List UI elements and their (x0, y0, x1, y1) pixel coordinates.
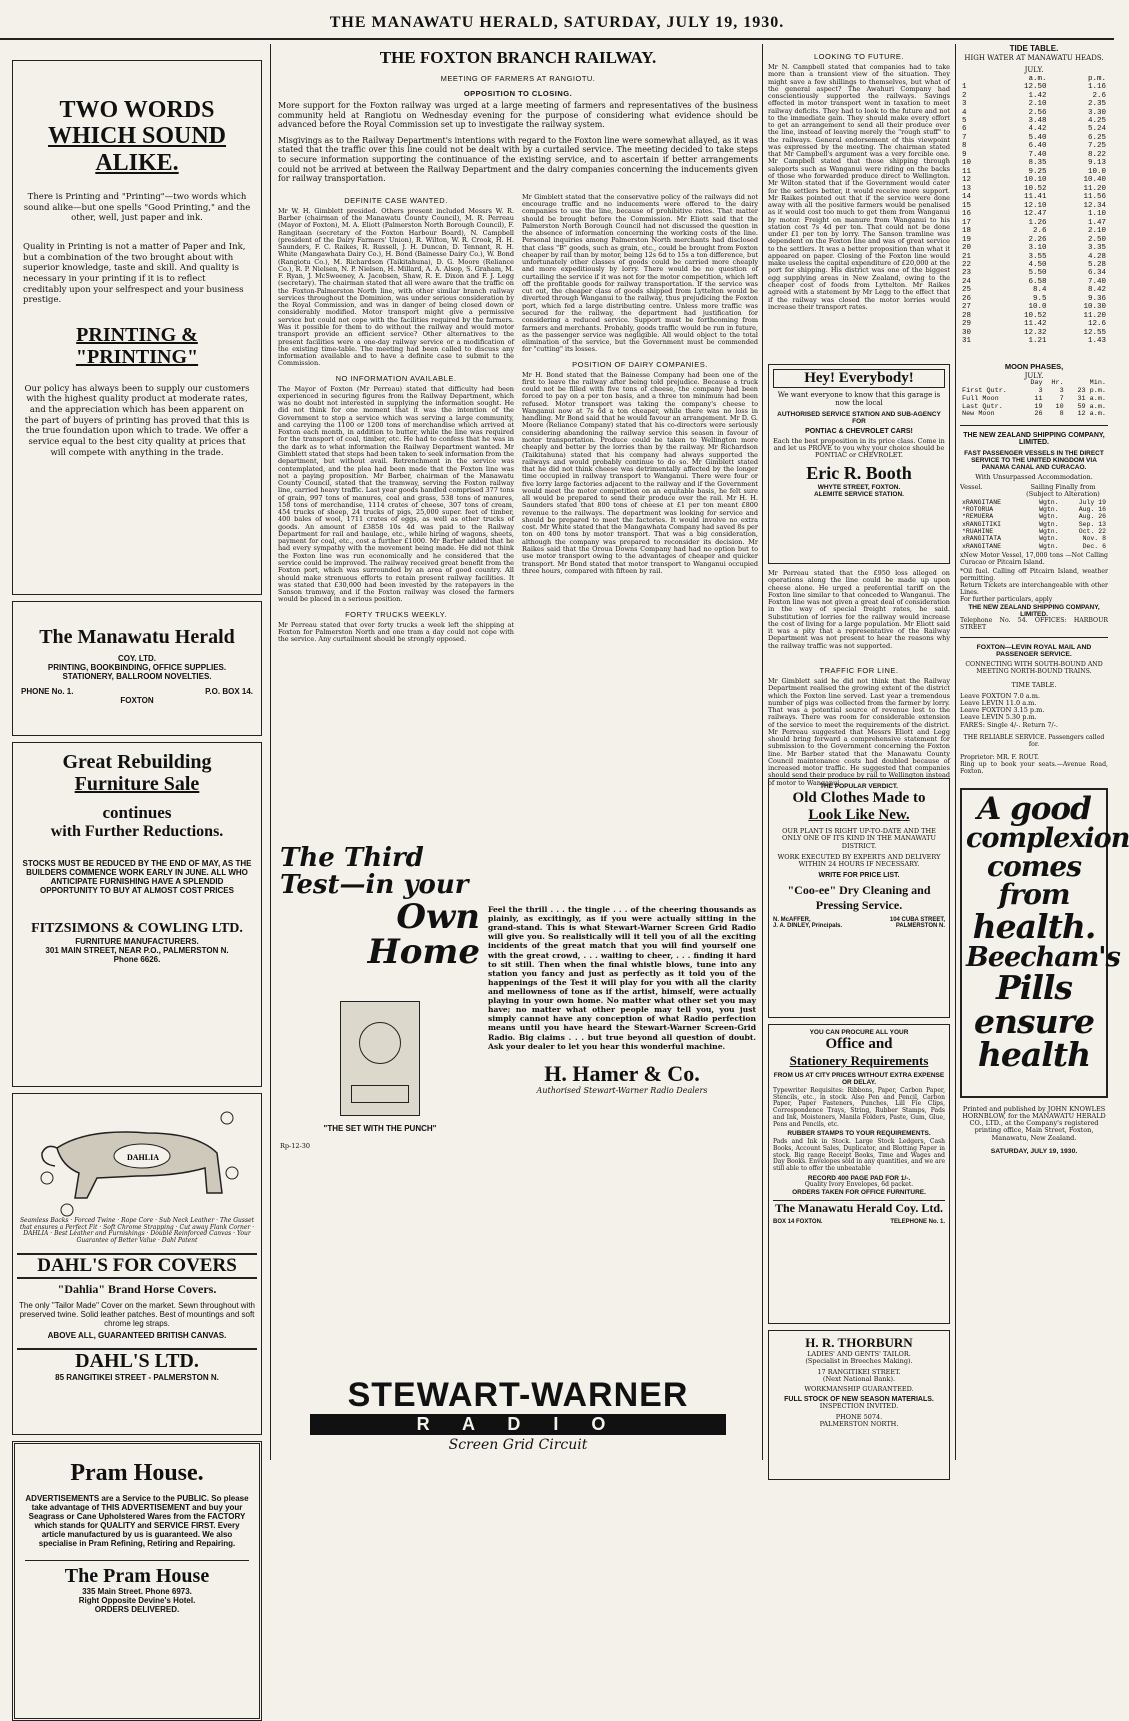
article-body2: Mr Perreau stated that the £950 loss alleged on operations along the line could be made up upon cheese alone. He urged a preferential tariff on the Foxton line similar to that conceded to Wanganui. The Foxton line was not given a great deal of consideration in the way of special freight rates, he said. Substitution of lorries for the railway would increase the cost of living for a large population. Mr Eliott said it was a pity that a representative of the Railway Department was not present to hear the reasons why the railway traffic was not supported. (768, 569, 950, 650)
tide-row: 13 10.52 11.20 (962, 184, 1106, 193)
beecham-line: ensure (974, 1001, 1094, 1041)
moon-row: Last Qutr. 19 10 59 a.m. (962, 402, 1106, 411)
article-intro2: Misgivings as to the Railway Department's intentions with regard to the Foxton line were somewhat allayed, as it was stated that the traffic over this line could not be dealt with by a curtailed service. The meeting decided to take steps to secure information supporting the continuance of the existing service, and to ascertain if better arrangements could not be arrived at between the Railway Department and the dairy companies concerning the inducements given for railway transportation. (278, 135, 758, 184)
dahl-sub: "Dahlia" Brand Horse Covers. (57, 1281, 217, 1296)
herald-ad (12, 601, 262, 736)
clothes-top: THE POPULAR VERDICT. (819, 783, 898, 790)
thorburn-l9: PALMERSTON NORTH. (819, 1419, 899, 1428)
tide-row: 21 3.55 4.28 (962, 252, 1106, 261)
clothes-a1: 104 CUBA STREET, (889, 917, 945, 924)
article-h-left1: DEFINITE CASE WANTED. (344, 195, 448, 205)
herald-title: The Manawatu Herald (39, 626, 235, 648)
vessel-note5: THE NEW ZEALAND SHIPPING COMPANY, LIMITED. (968, 603, 1100, 618)
dahl-address: 85 RANGITIKEI STREET - PALMERSTON N. (55, 1372, 219, 1382)
tide-month: JULY. (1024, 65, 1044, 74)
furniture-body: STOCKS MUST BE REDUCED BY THE END OF MAY, AS THE BUILDERS COMMENCE WORK EARLY IN JUNE. ALL WHO ANTICIPATE FURNISHING HAVE A SPLENDID OPPORTUNITY TO BUY AT ALMOST COST PRICES (22, 859, 252, 895)
tide-table: a.m. p.m. 1 12.50 1.16 2 1.42 2.6 3 2.10 2.35 4 2.56 3.30 5 3.48 4.25 6 4.42 5.24 7 5.40 6.25 8 6.40 7.25 9 7.40 8.22 10 8.35 9.13 11 9.25 10.0 12 10.10 10.40 13 10.52 11.20 14 11.41 11.56 15 12.10 12.34 16 12.47 1.10 17 1.26 1.47 18 2.6 2.10 19 2.26 2.50 20 3.10 3.35 21 3.55 4.28 22 4.50 5.28 23 5.50 6.34 24 6.58 7.40 25 8.4 8.42 26 9.5 9.36 27 10.0 10.30 28 10.52 11.20 29 11.42 12.6 30 12.32 12.55 31 1.21 1.43 (962, 74, 1106, 346)
mail-ring: Ring up to book your seats.—Avenue Road, Foxton. (960, 760, 1108, 775)
vessel-hdr-1: Vessel. (960, 483, 983, 492)
beecham-line: Pills (995, 968, 1072, 1008)
pram-orders: ORDERS DELIVERED. (94, 1605, 180, 1615)
thorburn-ad (768, 1330, 950, 1480)
beecham-line: A good (977, 790, 1091, 827)
furniture-title4: with Further Reductions. (50, 823, 224, 840)
tide-row: 2 1.42 2.6 (962, 91, 1106, 100)
future-body: Mr N. Campbell stated that companies had to take more than a transient view of the situation. They might save a few shillings to themselves, but what of the general aspect? The Awahuri Company had conscientiously supported the railways. Savings effected in motor transport went in taxation to meet railway deficits. They had to look to the future and not to the immediate gain. They should make every effort to get an arrangement to send all their produce over the line, instead of leaving merely the "rough stuff" to the railways. General endorsement of this viewpoint was expressed by the meeting. The chairman stated that Mr Campbell's argument was a very forcible one. Mr Campbell stated that those shipping through saleports such as Wanganui were riding on the backs of those who forwarded produce direct to Wellington. Mr Wilton stated that if the Government would cater for the settlers better, it would receive more support. Mr Raikes pointed out that if the service were done away with all the positive farmers would be penalised as it would cost too much to get them from Wanganui by motor. Freight on manure from Wanganui to his station cost 7s 4d per ton. That could not be done under £1 per ton by lorry. The Sanson tramline was dependent on the Foxton line and was of great service to the settlers. It was a better proposition than what it appeared on paper. Closing of the Foxton line would make useless the capital expenditure of £20,000 at the port for shipping. His district was one of the biggest egg supplying areas in New Zealand, owing to the cheaper cost of foods from Lyttelton. Mr Raikes agreed with a statement by Mr Legg to the effect that if the railway was closed the motor lorries would increase their transport rates. (768, 63, 950, 311)
vessel-row: *REMUERA Wgtn. Aug. 26 (962, 513, 1106, 521)
mail-reliable: THE RELIABLE SERVICE. Passengers called for. (963, 733, 1105, 748)
stewart-brand: STEWART-WARNER (347, 1376, 689, 1414)
tide-row: 6 4.42 5.24 (962, 125, 1106, 134)
two-words-p3: Our policy has always been to supply our customers with the highest quality product at moderate rates, and the appreciation which has been apparent on the part of buyers of printing has proved that this is the true foundation upon which to trade. We offer a service equal to the best city quality at prices that will compete with anything in the trade. (24, 383, 250, 458)
tide-row: 1 12.50 1.16 (962, 83, 1106, 92)
tide-row: 16 12.47 1.10 (962, 210, 1106, 219)
office-ad (768, 1024, 950, 1324)
pram-address2: Right Opposite Devine's Hotel. (78, 1596, 196, 1606)
clothes-n2: J. A. DINLEY, Principals. (773, 923, 843, 930)
pram-title: Pram House. (70, 1460, 204, 1486)
clothes-a2: PALMERSTON N. (895, 923, 945, 930)
radio-cabinet-illustration (340, 1001, 420, 1116)
tide-row: 5 3.48 4.25 (962, 117, 1106, 125)
moon-table: Day Hr. Min. First Qutr. 3 3 23 p.m. Full Moon 11 7 31 a.m. Last Qutr. 19 10 59 a.m. New Moon 26 8 12 a.m. (962, 379, 1106, 419)
dahl-title: DAHL'S FOR COVERS (17, 1253, 257, 1279)
beecham-line: health. (972, 906, 1096, 946)
article-sub2: OPPOSITION TO CLOSING. (463, 89, 573, 98)
moon-title: MOON PHASES, (1004, 361, 1064, 371)
stewart-right (488, 905, 756, 1445)
clothes-n1: N. McAFFER, (773, 917, 811, 924)
stewart-code: Rp-12-30 (280, 1141, 310, 1150)
thorburn-l5: WORKMANSHIP GUARANTEED. (804, 1385, 914, 1394)
moon-row: New Moon 26 8 12 a.m. (962, 410, 1106, 419)
dahl-labels: Seamless Backs · Forced Twine · Rope Core · Sub Neck Leather · The Gusset that ensures a Perfect Fit · Soft Chrome Strapping · Cut away Flank Corner · DAHLIA · Best Leather and Furnishings · Double Reinforced Canvas · Your Guarantee of Better Value · Dahl Patent (19, 1217, 255, 1245)
tide-row: 25 8.4 8.42 (962, 286, 1106, 295)
tide-row: 20 3.10 3.35 (962, 244, 1106, 253)
dahl-body2: ABOVE ALL, GUARANTEED BRITISH CANVAS. (47, 1330, 227, 1340)
vessel-row: xRANGITIKI Wgtn. Sep. 13 (962, 520, 1106, 528)
tide-row: 24 6.58 7.40 (962, 277, 1106, 286)
booth-l4: Each the best proposition in its price class. Come in and let us PROVE to you why your choice should be PONTIAC or CHEVROLET. (773, 436, 945, 460)
column-4 (960, 44, 1129, 1460)
stewart-body: Feel the thrill . . . the tingle . . . of the cheering thousands as plainly, as excitingly, as if you were actually sitting in the grand-stand. This is what Stewart-Warner Screen Grid Radio will give you. So realistically will it tell you of all the exciting incidents of the great match that you will find yourself one with the great crowd, . . . waiting to cheer, . . . finding it hard to sit still. Then when the final whistle blows, tune into any station you fancy and just as perfectly as it told you of the happenings of the Test it will play for you with all the clarity and mellowness of tone as if the artist, himself, were actually playing in your own home. No matter what other set you may have; no matter what other people may tell you, you just simply cannot have any conception of what Radio perfection means until you have heard the Stewart-Warner Screen-Grid Radio. Big claims . . . but true beyond all question of doubt. Ask your dealer to let you hear this wonderful machine. (488, 905, 756, 1051)
moon-row: Full Moon 11 7 31 a.m. (962, 394, 1106, 403)
tide-row: 26 9.5 9.36 (962, 294, 1106, 303)
clothes-ad (768, 778, 950, 1018)
masthead: THE MANAWATU HERALD, SATURDAY, JULY 19, 1930. (329, 14, 785, 31)
thorburn-l8: PHONE 5074. (835, 1412, 883, 1421)
two-words-p1: There is Printing and "Printing"—two words which sound alike—but one spells "Good Printing," and the other, well, just paper and ink. (23, 192, 251, 224)
vessel-note3: Return Tickets are interchangeable with other Lines. (960, 581, 1108, 596)
vessel-row: xRANGITANE Wgtn. Dec. 6 (962, 542, 1106, 550)
furniture-address: 301 MAIN STREET, NEAR P.O., PALMERSTON N. (45, 946, 229, 955)
column-1 (12, 60, 262, 1615)
pram-body: ADVERTISEMENTS are a Service to the PUBLIC. So please take advantage of THIS ADVERTISEMENT and buy your Seagrass or Cane Upholstered Wares from the FACTORY which stands for QUALITY and SERVICE FIRST. Every article manufactured by us is guaranteed. We also specialise in Pram Refining, Retiring and Repairing. (25, 1494, 249, 1549)
vessel-note2: *Oil fuel. Calling off Pitcairn Island, weather permitting. (960, 567, 1108, 582)
beechams-ad (960, 788, 1129, 1098)
tide-row: 8 6.40 7.25 (962, 142, 1106, 151)
pram-address: 335 Main Street. Phone 6973. (82, 1587, 192, 1597)
column-rule (270, 44, 271, 1460)
thorburn-l2: (Specialist in Breeches Making). (805, 1357, 913, 1366)
tide-row: 30 12.32 12.55 (962, 328, 1106, 337)
pram-ad (12, 1441, 262, 1721)
footer-date: SATURDAY, JULY 19, 1930. (990, 1147, 1078, 1155)
office-l6: Quality Ivory Envelopes, 6d packet. (804, 1180, 914, 1188)
booth-ad (768, 364, 950, 564)
booth-a1: WHYTE STREET, FOXTON. (817, 484, 901, 492)
thorburn-l3: 17 RANGITIKEI STREET. (817, 1367, 901, 1376)
tide-row: 10 8.35 9.13 (962, 159, 1106, 168)
mail-proprietor: Proprietor: MR. F. ROUT. (960, 753, 1039, 761)
furniture-firm2: FURNITURE MANUFACTURERS. (75, 937, 199, 946)
stewart-brand2: R A D I O (310, 1414, 726, 1435)
dahlia-label: DAHLIA (127, 1153, 160, 1162)
office-l7: ORDERS TAKEN FOR OFFICE FURNITURE. (792, 1188, 926, 1196)
vessel-note4: For further particulars, apply (960, 595, 1053, 603)
office-l5: RECORD 400 PAGE PAD FOR 1/-. (807, 1174, 911, 1182)
furniture-ad (12, 742, 262, 1087)
radio-dial (359, 1022, 401, 1064)
beecham-line: complexion (966, 823, 1129, 855)
tide-row: 31 1.21 1.43 (962, 337, 1106, 346)
article-right1: Mr Gimblett stated that the conservative policy of the railways did not encourage traffic and no inducements were offered to the dairy companies to use the line, because of prohibitive rates. That matter should be brought before the Commission. Mr Eliott said that the Palmerston North Borough Council had not discussed the question in the absence of information concerning the working costs of the line. Personal inquiries among Palmerston North merchants had disclosed that class "B" goods, such as grain, etc., could be brought from Foxton cheaper by rail than by motor, being 12s 6d to 15s a ton difference, but unfortunately other classes of goods could be carried more cheaply and more expeditiously by lorry. There would be no question of curtailing the service if it was not for the motor competition, which left off the profitable goods for railway transportation. If the service was cut out, the cheaper class of goods shipped from Lyttelton would be diverted through Wanganui to the railway, thus prejudicing the Foxton port, which fed a large distributing centre. Unless more traffic was secured for the railway, the department had justification for considering a reduced service. Support must be forthcoming from farmers and merchants. Probably, goods traffic would be run in future, as the passenger service was negligible. All would object to the total elimination of the service, but the Government must be commended for "cutting" its losses. (522, 192, 758, 354)
dahl-ad (12, 1093, 262, 1435)
beecham-line: Beecham's (966, 941, 1120, 973)
stewart-brand-block (280, 1378, 756, 1458)
furniture-title2: Furniture Sale (74, 773, 200, 795)
thorburn-l7: INSPECTION INVITED. (819, 1402, 899, 1411)
column-rule (762, 44, 763, 1460)
dahl-firm: DAHL'S LTD. (17, 1348, 257, 1373)
article-title: THE FOXTON BRANCH RAILWAY. (379, 48, 657, 67)
article-body3: Mr Gimblett said he did not think that the Railway Department realised the growing extent of the district which the Foxton line served. Last year a tremendous number of pigs was collected from the farmer by lorry. That was a potential source of revenue lost to the railways. There was room for considerable extension of the service to meet the requirements of the district. Mr Perreau suggested that Messrs Eliott and Legg should bring forward a comprehensive statement for submission to the Government concerning the Foxton line. Mr Barber stated that the Manawatu County Council maintenance costs had doubled because of increased motor traffic. He suggested that companies should send their produce by rail to Wellington instead of motor to Wanganui. (768, 677, 950, 787)
vessel-note6: Telephone No. 54. OFFICES: HARBOUR STREET (960, 616, 1108, 631)
office-l2: Typewriter Requisites: Ribbons, Paper, Carbon Paper, Stencils, etc., in stock. Also Pen and Pencil, Carbon Paper, Paper Fasteners, Punches, Lill Fie Clips, Correspondence Trays, String, Rubber Stamps, Pads and Ink, Moisteners, Manila Folders, Paste, Gum, Glue, Pens and Pencils, etc. (773, 1087, 945, 1128)
moon-month: JULY. (1024, 371, 1044, 380)
tide-row: 9 7.40 8.22 (962, 150, 1106, 159)
vessel-hdr-2: Sailing Finally from (Subject to Alteration) (1026, 483, 1100, 499)
mail-times: Leave FOXTON 7.0 a.m. Leave LEVIN 11.0 a.m. Leave FOXTON 3.15 p.m. Leave LEVIN 5.30 p.m. FARES: Single 4/-. Return 7/-. (960, 691, 1058, 729)
tide-row: 29 11.42 12.6 (962, 320, 1106, 329)
railway-article (278, 46, 758, 836)
traffic-heading: TRAFFIC FOR LINE. (819, 666, 899, 675)
tide-row: 28 10.52 11.20 (962, 311, 1106, 320)
future-heading: LOOKING TO FUTURE. (814, 52, 904, 61)
masthead-rule (0, 38, 1114, 40)
stewart-tag: Screen Grid Circuit (448, 1437, 588, 1453)
radio-speaker (351, 1085, 409, 1103)
article-left3: Mr Perreau stated that over forty trucks a week left the shipping at Foxton for Palmerston North and one tram a day could not cope with the service. Any curtailment should be strongly opposed. (278, 620, 514, 644)
thorburn-l4: (Next National Bank). (822, 1374, 896, 1383)
vessel-table (960, 499, 1108, 550)
booth-name: Eric R. Booth (806, 463, 912, 484)
clothes-title3: "Coo-ee" Dry Cleaning and Pressing Service. (787, 883, 931, 913)
tide-row: 7 5.40 6.25 (962, 133, 1106, 142)
herald-box: P.O. BOX 14. (205, 687, 253, 696)
furniture-title1: Great Rebuilding (62, 751, 212, 773)
furniture-title3: continues (102, 803, 172, 822)
tide-row: 15 12.10 12.34 (962, 201, 1106, 210)
vessel-row: *ROTORUA Wgtn. Aug. 16 (962, 505, 1106, 513)
herald-line2: PRINTING, BOOKBINDING, OFFICE SUPPLIES. (47, 663, 227, 672)
furniture-phone: Phone 6626. (113, 955, 161, 964)
tide-row: 17 1.26 1.47 (962, 218, 1106, 227)
shipping-sub: FAST PASSENGER VESSELS IN THE DIRECT SERVICE TO THE UNITED KINGDOM VIA PANAMA CANAL AND CURACAO. (964, 449, 1104, 471)
tide-row: 11 9.25 10.0 (962, 167, 1106, 176)
mail-sub: CONNECTING WITH SOUTH-BOUND AND MEETING NORTH-BOUND TRAINS. (965, 661, 1103, 676)
clothes-l3: WRITE FOR PRICE LIST. (818, 872, 900, 880)
tide-row: 4 2.56 3.30 (962, 108, 1106, 117)
vessel-row: *RUAHINE Wgtn. Oct. 22 (962, 528, 1106, 536)
tide-row: 14 11.41 11.56 (962, 193, 1106, 202)
article-h-right2: POSITION OF DAIRY COMPANIES. (572, 359, 708, 369)
tide-row: 3 2.10 2.35 (962, 100, 1106, 109)
clothes-title1: Old Clothes Made to (792, 790, 926, 806)
booth-l3: PONTIAC & CHEVROLET CARS! (805, 427, 913, 435)
printed-by: Printed and published by JOHN KNOWLES HORNBLOW, for the MANAWATU HERALD CO., LTD., at the Company's registered printing office, Main Street, Foxton, Manawatu, New Zealand. (962, 1104, 1106, 1142)
booth-a2: ALEMITE SERVICE STATION. (814, 491, 904, 499)
office-title2: Stationery Requirements (789, 1053, 929, 1068)
article-right2: Mr H. Bond stated that the Bainesse Company had been one of the first to leave the railway after being told prejudice. Because a truck could not be filled with five tons of cheese, the company had been forced to pay on a per ton basis, and a three ton minimum had been refused. Motor transport was taking the company's cheese to Wanganui now at 7s 6d a ton cheaper, while there was no loss in handling. Mr Bond said that he would favour an arrangement. Mr D. G. Moore (Reliance Company) stated that his co-directors were seriously considering abandoning the railway service this season in favour of motor transportation. Produce could be taken to Wellington more cheaply and better by the lorries than by the railway. Mr Richardson (Taikitahuna) stated that his company had always supported the railways and would probably continue to do so. Mr Gimblett stated that he did not think cheese was detrimentally affected by the longer time occupied in railway transport to Wanganui. There were four or five lorry large factories adjacent to the railway and if the Government would meet the motor competition on an equitable basis, he felt sure all would be prepared to send their produce over the rail. Mr H. H. Saunders stated that 800 tons of cheese at £1 per ton meant £800 revenue to the railways. The department was looking for service and should be prepared to meet the factories. It would involve no extra cost. Mr White stated that the Mangawhata Company had saved 8s per ton on 400 tons by motor transport. That was a big consideration, although the company was prepared to reconsider its decision. Mr Raikes said that the Oroua Downs Company had had no option but to use motor transport owing to the advantages of cheaper and quicker transport. Mr Bond stated that motor transport to Wanganui occupied three hours, compared with fifteen by rail. (522, 370, 758, 575)
two-words-title: TWO WORDS (59, 97, 215, 123)
stewart-dealer: H. Hamer & Co. (544, 1060, 700, 1086)
column-rule (955, 44, 956, 1460)
office-box: BOX 14 FOXTON. (773, 1218, 823, 1225)
article-h-left2: NO INFORMATION AVAILABLE. (335, 373, 457, 383)
two-words-title2: WHICH SOUND ALIKE. (47, 123, 227, 176)
office-l4: Pads and Ink in Stock. Large Stock Ledgers, Cash Books, Account Sales, Duplicator, and Blotting Paper in stock. Big range Receipt Books, Time and Wages and Day Books. Envelopes sold in any quantities, and we are still able to offer the unbeatable (773, 1138, 945, 1173)
dahl-body1: The only "Tailor Made" Cover on the market. Sewn throughout with preserved twine. Solid leather patches. Best of mountings and soft chrome leg straps. (18, 1300, 256, 1328)
office-phone: TELEPHONE No. 1. (890, 1218, 945, 1225)
office-l1: FROM US AT CITY PRICES WITHOUT EXTRA EXPENSE OR DELAY. (773, 1072, 945, 1086)
vessel-row: xRANGITANE Wgtn. July 19 (962, 498, 1106, 506)
booth-l2: AUTHORISED SERVICE STATION AND SUB-AGENCY FOR (777, 410, 941, 425)
furniture-firm: FITZSIMONS & COWLING LTD. (31, 921, 243, 936)
tide-sub: HIGH WATER AT MANAWATU HEADS. (964, 54, 1104, 62)
tide-row: 19 2.26 2.50 (962, 235, 1106, 244)
tide-row: 27 10.0 10.30 (962, 303, 1106, 312)
vessel-row: xRANGITATA Wgtn. Nov. 8 (962, 535, 1106, 543)
tide-row: 18 2.6 2.10 (962, 227, 1106, 236)
beecham-line: comes from (987, 849, 1081, 912)
horse-cover-illustration (27, 1098, 247, 1218)
time-table-title: TIME TABLE. (1011, 681, 1057, 690)
office-title1: Office and (825, 1036, 893, 1052)
pram-title2: The Pram House (25, 1560, 249, 1587)
article-intro: More support for the Foxton railway was urged at a large meeting of farmers and representatives of the business community held at Rangiotu on Wednesday evening for the purpose of considering what evidence should be advanced before the Royal Commission set up to investigate the railway system. (278, 101, 758, 130)
herald-town: FOXTON (120, 696, 154, 705)
stewart-left (280, 845, 480, 1445)
clothes-l1: OUR PLANT IS RIGHT UP-TO-DATE AND THE ONLY ONE OF ITS KIND IN THE MANAWATU DISTRICT. (782, 827, 936, 850)
article-h-left3: FORTY TRUCKS WEEKLY. (345, 609, 447, 619)
article-left1: Mr W. H. Gimblett presided. Others present included Messrs W. R. Barber (chairman of the Manawatu County Council), M. R. Perreau (Mayor of Foxton), M. A. Eliott (Palmerston North Borough Council), F. Rangitaan (secretary of the Foxton Harbour Board), N. Campbell (president of the Dairy Farmers' Union), R. Wilton, W. R. Crook, H. H. Saunders, F. C. Raikes, R. Russell, J. H. Duncan, D. Tennant, R. H. White (Mangawhata Dairy Co.), H. Bond (Bainesse Dairy Co.), W. Bond (Rangiotu Co.), M. Richardson (Taikitahuna), D. G. Moore (Reliance Co.), R. P. Nielsen, N. P. Nielsen, H. Millard, A. A. Alsop, S. Graham, M. F. Ryan, J. McSweeney, A. Jacobsen, Shaw, R. E. Dixon and F. J. Legg (secretary). The chairman stated that all were aware that the traffic on the Foxton-Palmerston North line, with other similar branch railway services throughout the Dominion, was under serious consideration by the Royal Commission, and was in danger of being closed down or considerably modified. Motor transport might give a permissive service but could not cope with the facilities required by the farmers. Was it possible for them to do without the railway and would motor transport provide an efficient service? Other alternatives to the present facilities were a one-day railway service or a modification of the existing time-table. The meeting had been called to discuss any information available and to have a definite case to submit to the Commission. (278, 206, 514, 368)
office-firm: The Manawatu Herald Coy. Ltd. (774, 1200, 943, 1215)
clothes-title2: Look Like New. (808, 807, 910, 823)
clothes-l2: WORK EXECUTED BY EXPERTS AND DELIVERY WITHIN 24 HOURS IF NECESSARY. (777, 852, 941, 869)
mail-title: FOXTON—LEVIN ROYAL MAIL AND PASSENGER SERVICE. (976, 644, 1092, 659)
stewart-title1: The Third Test—in your (280, 843, 469, 901)
article-left2: The Mayor of Foxton (Mr Perreau) stated that difficulty had been experienced in securing figures from the Railway Department, which was no doubt not interested in supplying the information sought. He did not think for one moment that it was the intention of the Government to stop a service which was serving a large community, and carrying the 1100 or 1200 tons of merchandise which arrived at Foxton each month, in addition to butter, while the line was required for the transport of coal, timber, etc. He had to confess that he was in the dark as to what information the Railway Department wanted. Mr Gimblett stated that steps had been taken to seek information from the department, but without avail. Retrenchment in the service was contemplated, and the plea had been made that the Foxton line was not a paying proposition. Mr Barber, chairman of the Manawatu County Council, stated that the tramway, serving the Foxton railway line, carried heavy traffic. Last year goods handled comprised 377 tons of grain, 997 tons of manures, coal and grass, 538 tons of manures, 158 tons of merchandise, 1114 crates of cheese, 307 tons of cream, 454 trucks of sheep, 24 trucks of pigs, 25,000 super. feet of timber, 400 bales of wool, 1711 crates of eggs, as well as other trucks of goods. An amount of £3858 10s 4d was paid to the Railway Department for rail and haulage, etc., while hiring of wagons, sheets, payment for coal, etc., cost a further £1000. Mr Barber added that he had every sympathy with the movement being made. He did not think the Foxton line was run economically and he considered that the service could be improved. The railway received great benefit from the Foxton port, which was surrounded by an area of good country. All should make strenuous efforts to retain present railway facilities. It was stated that £30,000 had been invested by the ratepayers in the Sanson tramway, and if the Foxton railway was closed the farmers would be placed in a serious position. (278, 384, 514, 604)
booth-l1: We want everyone to know that this garage is now the local (777, 391, 941, 407)
moon-row: First Qutr. 3 3 23 p.m. (962, 387, 1106, 396)
stewart-caption: "THE SET WITH THE PUNCH" (323, 1123, 437, 1133)
tide-row: 23 5.50 6.34 (962, 269, 1106, 278)
office-l3: RUBBER STAMPS TO YOUR REQUIREMENTS. (787, 1130, 931, 1138)
article-sub1: MEETING OF FARMERS AT RANGIOTU. (440, 74, 596, 83)
herald-line3: STATIONERY, BALLROOM NOVELTIES. (62, 672, 212, 681)
printing-title: PRINTING & "PRINTING" (75, 323, 199, 368)
stewart-title2: Own Home (367, 896, 480, 973)
herald-line1: COY. LTD. (117, 654, 157, 663)
tide-title: TIDE TABLE. (1009, 44, 1059, 53)
shipping-title: THE NEW ZEALAND SHIPPING COMPANY, LIMITED. (963, 431, 1105, 446)
two-words-p2: Quality in Printing is not a matter of Paper and Ink, but a combination of the two brought about with superior knowledge, taste and skill. And quality is necessary in your printing if it is to reflect creditably upon your selfrespect and your business prestige. (23, 242, 246, 306)
stewart-dealer2: Authorised Stewart-Warner Radio Dealers (536, 1085, 708, 1095)
thorburn-l6: FULL STOCK OF NEW SEASON MATERIALS. (784, 1396, 934, 1404)
herald-phone: PHONE No. 1. (21, 687, 74, 696)
beecham-line: health (977, 1035, 1091, 1075)
vessel-note1: xNew Motor Vessel, 17,000 tons —Not Calling Curacao or Pitcairn Island. (960, 552, 1108, 566)
office-top: YOU CAN PROCURE ALL YOUR (809, 1029, 909, 1036)
tide-row: 22 4.50 5.28 (962, 260, 1106, 269)
thorburn-l1: LADIES' AND GENTS' TAILOR. (807, 1350, 911, 1358)
tide-row: 12 10.10 10.40 (962, 176, 1106, 185)
thorburn-title: H. R. THORBURN (805, 1335, 913, 1350)
column-3 (768, 46, 950, 1456)
booth-title: Hey! Everybody! (773, 369, 945, 388)
two-words-ad (12, 60, 262, 595)
shipping-note: With Unsurpassed Accommodation. (975, 472, 1093, 481)
